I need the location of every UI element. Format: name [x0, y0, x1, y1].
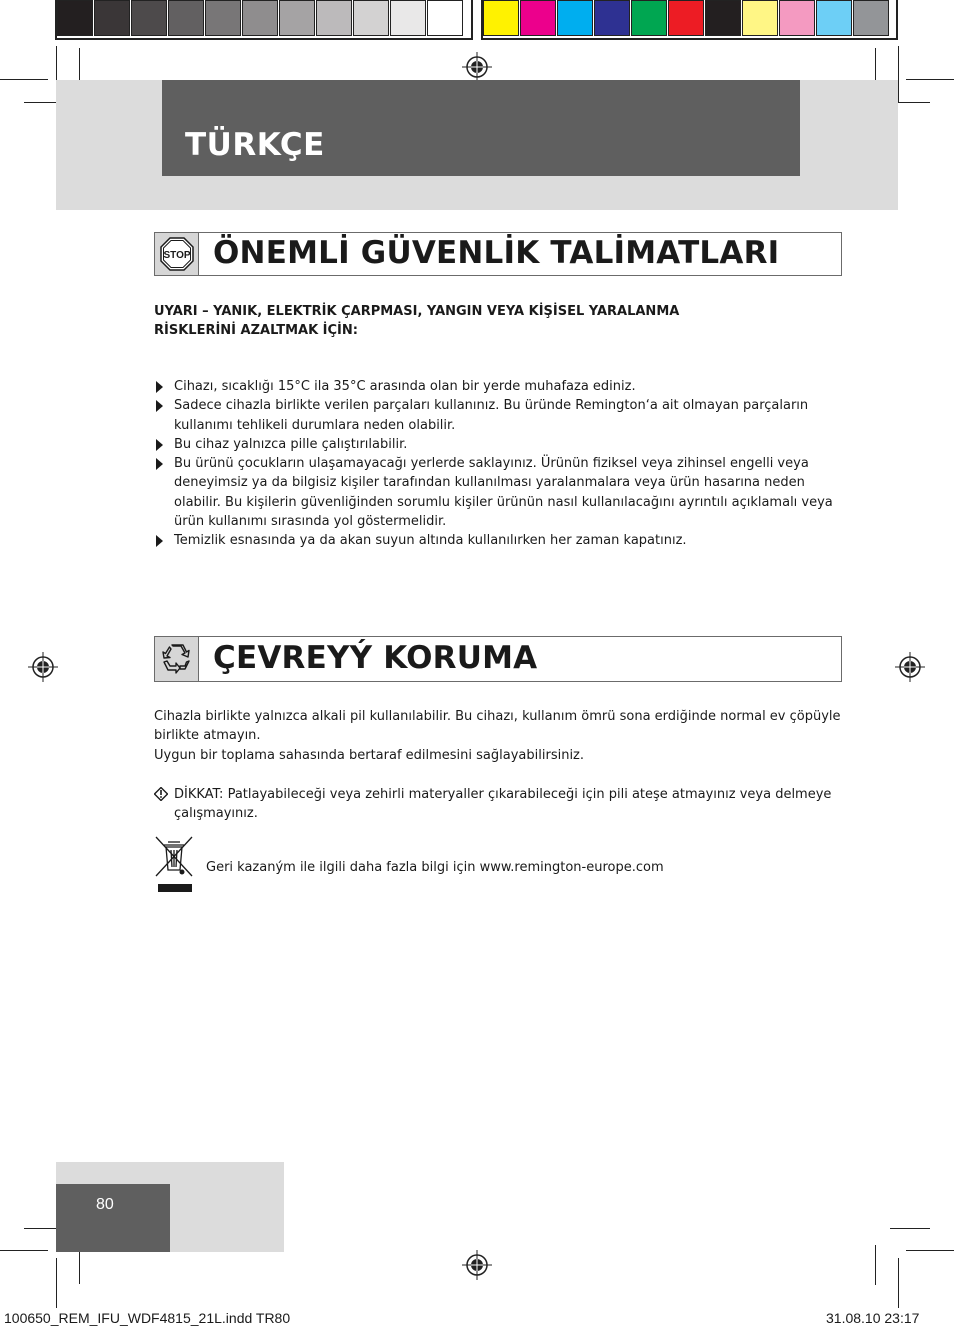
crop-mark	[0, 79, 48, 80]
list-item	[154, 377, 844, 396]
gray-swatch-bar	[57, 0, 464, 40]
safety-warning	[154, 302, 834, 340]
color-swatch	[57, 0, 93, 36]
crop-mark	[56, 1258, 57, 1308]
bullet-arrow-icon	[156, 535, 163, 547]
color-swatch	[594, 0, 630, 36]
list-item	[154, 531, 844, 550]
color-swatch	[242, 0, 278, 36]
stop-sign-text: STOP	[162, 250, 191, 261]
list-item	[154, 454, 844, 531]
color-swatch	[557, 0, 593, 36]
safety-warning-line: RİSKLERİNİ AZALTMAK İÇİN:	[154, 323, 358, 338]
environment-section-title: ÇEVREYÝ KORUMA	[213, 640, 538, 676]
color-swatch	[816, 0, 852, 36]
caution-note	[154, 785, 844, 824]
color-swatch-bar	[483, 0, 890, 40]
page-number: 80	[96, 1196, 114, 1213]
color-swatch	[742, 0, 778, 36]
registration-mark-icon	[462, 1250, 492, 1280]
color-swatch	[131, 0, 167, 36]
list-item	[154, 435, 844, 454]
crop-mark	[875, 1245, 876, 1285]
caution-text: DİKKAT: Patlayabileceği veya zehirli materyaller çıkarabileceği için pili ateşe atmayınız veya delmeye çalışmayınız.	[174, 787, 832, 822]
slug-file-info: 100650_REM_IFU_WDF4815_21L.indd TR80	[4, 1310, 291, 1326]
crop-mark	[906, 79, 954, 80]
color-swatch	[390, 0, 426, 36]
color-swatch	[668, 0, 704, 36]
safety-section-title: ÖNEMLİ GÜVENLİK TALİMATLARI	[213, 235, 780, 271]
list-item-text: Cihazı, sıcaklığı 15°C ila 35°C arasında olan bir yerde muhafaza ediniz.	[174, 379, 636, 394]
page-number-box	[56, 1184, 170, 1252]
safety-section-header	[154, 232, 842, 276]
stop-sign-icon	[155, 233, 199, 275]
registration-mark-icon	[462, 52, 492, 82]
color-swatch	[353, 0, 389, 36]
bullet-arrow-icon	[156, 439, 163, 451]
list-item-text: Temizlik esnasında ya da akan suyun altında kullanılırken her zaman kapatınız.	[174, 533, 687, 549]
color-swatch	[520, 0, 556, 36]
safety-warning-line: UYARI – YANIK, ELEKTRİK ÇARPMASI, YANGIN VEYA KİŞİSEL YARALANMA	[154, 304, 680, 319]
list-item-text: Bu cihaz yalnızca pille çalıştırılabilir.	[174, 436, 408, 452]
color-swatch	[853, 0, 889, 36]
crop-mark	[898, 1258, 899, 1308]
color-swatch	[483, 0, 519, 36]
color-swatch	[279, 0, 315, 36]
crop-mark	[898, 46, 899, 102]
warning-diamond-icon	[154, 787, 168, 801]
registration-mark-icon	[28, 652, 58, 682]
color-swatch	[94, 0, 130, 36]
bullet-arrow-icon	[156, 400, 163, 412]
bullet-arrow-icon	[156, 381, 163, 393]
color-swatch	[205, 0, 241, 36]
safety-list	[154, 377, 844, 551]
list-item	[154, 396, 844, 435]
bullet-arrow-icon	[156, 458, 163, 470]
color-swatch	[705, 0, 741, 36]
crop-mark	[890, 1228, 930, 1229]
color-swatch	[427, 0, 463, 36]
crop-mark	[906, 1250, 954, 1251]
environment-section-header	[154, 636, 842, 682]
color-swatch	[631, 0, 667, 36]
list-item-text: Sadece cihazla birlikte verilen parçaları kullanınız. Bu üründe Remington‘a ait olmayan parçaların kullanımı tehlikeli durumlara neden olabilir.	[174, 398, 809, 433]
recycling-info: Geri kazaným ile ilgili daha fazla bilgi için www.remington-europe.com	[206, 860, 664, 875]
recycle-icon	[155, 637, 199, 681]
registration-mark-icon	[895, 652, 925, 682]
color-swatch	[316, 0, 352, 36]
color-swatch	[779, 0, 815, 36]
crossed-out-bin-icon	[154, 836, 194, 894]
crop-mark	[0, 1250, 48, 1251]
language-title: TÜRKÇE	[185, 127, 325, 163]
environment-paragraph: Uygun bir toplama sahasında bertaraf edilmesini sağlayabilirsiniz.	[154, 747, 585, 763]
environment-text	[154, 707, 844, 765]
slug-date-info: 31.08.10 23:17	[826, 1310, 920, 1326]
list-item-text: Bu ürünü çocukların ulaşamayacağı yerlerde saklayınız. Ürünün fiziksel veya zihinsel engelli veya deneyimsiz ya da bilgisiz kişiler tarafından kullanılması yaralanmalara veya ürün hasarına neden olabilir. Bu kişilerin güvenliğinden sorumlu kişiler ürünün nasıl kullanılacağını ayrıntılı açıklamalı veya ürün kullanımı sırasında yol göstermelidir.	[174, 456, 833, 530]
environment-paragraph: Cihazla birlikte yalnızca alkali pil kullanılabilir. Bu cihazı, kullanım ömrü sona erdiğinde normal ev çöpüyle birlikte atmayın.	[154, 709, 841, 744]
color-swatch	[168, 0, 204, 36]
